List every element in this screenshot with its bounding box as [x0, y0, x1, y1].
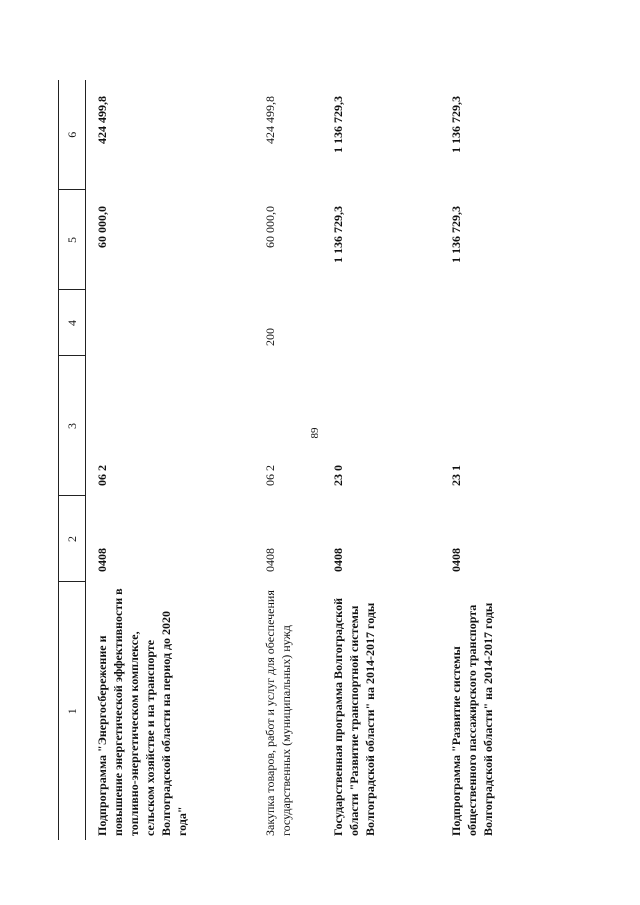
row-name: Подпрограмма "Развитие системы общественного пассажирского транспорта Волгоградской области" на 2014-2017 годы [449, 602, 495, 836]
row-section-code: 0408 [449, 548, 463, 572]
row-amount-6: 424 499,8 [95, 96, 109, 144]
budget-table [58, 80, 548, 840]
row-section-code: 0408 [263, 548, 277, 572]
table-row [322, 80, 440, 840]
page-number: 89 [309, 427, 321, 439]
row-section-code: 0408 [331, 548, 345, 572]
header-col-3: 3 [59, 356, 86, 496]
row-expense-type [86, 290, 255, 356]
table-row [254, 80, 322, 840]
rotated-table-container [58, 20, 618, 840]
row-expense-type [322, 290, 440, 356]
header-col-6: 6 [59, 80, 86, 190]
row-section-code: 0408 [95, 548, 109, 572]
row-amount-5: 1 136 729,3 [449, 206, 463, 263]
table-row [440, 80, 548, 840]
header-row [59, 80, 86, 840]
header-col-4: 4 [59, 290, 86, 356]
row-amount-6: 1 136 729,3 [449, 96, 463, 153]
row-amount-6: 1 136 729,3 [331, 96, 345, 153]
row-program-code: 06 2 [95, 465, 109, 486]
row-amount-5: 1 136 729,3 [331, 206, 345, 263]
row-program-code: 23 0 [331, 465, 345, 486]
row-amount-5: 60 000,0 [263, 206, 277, 248]
row-amount-6: 424 499,8 [263, 96, 277, 144]
header-col-1: 1 [59, 582, 86, 840]
row-program-code: 23 1 [449, 465, 463, 486]
row-program-code: 06 2 [263, 465, 277, 486]
row-expense-type: 200 [263, 328, 277, 346]
header-col-2: 2 [59, 496, 86, 582]
row-name: Закупка товаров, работ и услуг для обеспечения государственных (муниципальных) нужд [263, 590, 293, 836]
row-name: Подпрограмма "Энергосбережение и повышение энергетической эффективности в топливно-энергетическом комплексе, сельском хозяйстве и на транспорте Волгоградской области на период до 2020 года" [95, 588, 189, 836]
row-expense-type [440, 290, 548, 356]
row-amount-5: 60 000,0 [95, 206, 109, 248]
header-col-5: 5 [59, 190, 86, 290]
row-name: Государственная программа Волгоградской области "Развитие транспортной системы Волгоградской области" на 2014-2017 годы [331, 598, 377, 836]
table-row [86, 80, 255, 840]
